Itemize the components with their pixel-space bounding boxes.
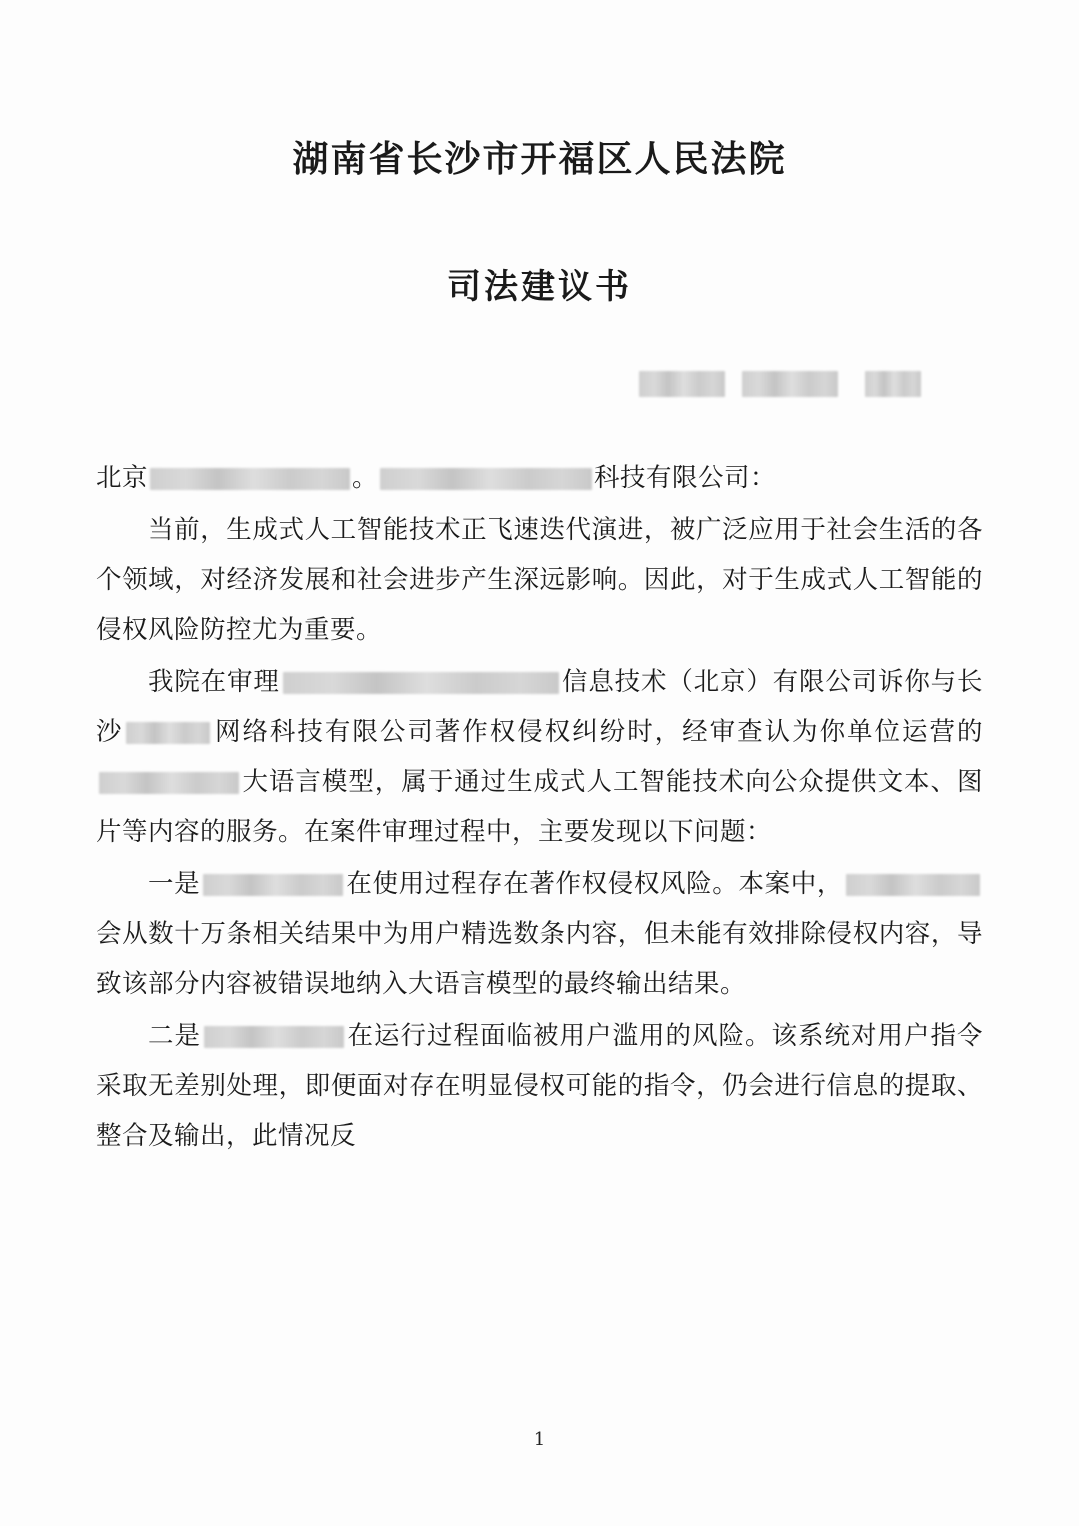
paragraph-2-text-a: 我院在审理 [148,666,280,697]
paragraph-2-text-c: 网络科技有限公司著作权侵权纠纷时，经审查认为你单位运营的 [213,716,983,747]
redaction-block [865,371,921,397]
recipient-middle: 。 [352,462,379,493]
paragraph-2-text-d: 大语言模型，属于通过生成式人工智能技术向公众提供文本、图片等内容的服务。在案件审理过程中，主要发现以下问题： [96,766,983,847]
title-block [96,0,983,309]
paragraph-3-text-a: 一是 [148,868,201,899]
paragraph-1 [96,505,983,655]
paragraph-4-text-a: 二是 [148,1020,201,1051]
recipient-line [96,453,983,503]
redaction-block [99,772,239,794]
recipient-suffix: 科技有限公司： [594,462,777,493]
paragraph-4 [96,1011,983,1161]
paragraph-2-text-b: 信息技术（北京）有限公司诉你与长沙 [96,666,983,747]
paragraph-2 [96,657,983,857]
document-number-redacted [96,371,983,401]
redaction-block [380,468,592,490]
recipient-prefix: 北京 [96,462,149,493]
redaction-block [126,722,210,744]
paragraph-3-text-c: 会从数十万条相关结果中为用户精选数条内容，但未能有效排除侵权内容，导致该部分内容被错误地纳入大语言模型的最终输出结果。 [96,918,983,999]
redaction-block [846,874,980,896]
redaction-block [204,1026,344,1048]
document-type-title: 司法建议书 [447,266,632,307]
redaction-block [283,672,559,694]
paragraph-3 [96,859,983,1009]
document-body [96,453,983,1161]
redaction-block [639,371,725,397]
paragraph-3-text-b: 在使用过程存在著作权侵权风险。本案中， [346,868,843,899]
page-number: 1 [533,1429,546,1450]
redaction-block [150,468,350,490]
court-title: 湖南省长沙市开福区人民法院 [292,138,787,180]
redaction-block [742,371,838,397]
paragraph-4-text-b: 在运行过程面临被用户滥用的风险。该系统对用户指令采取无差别处理，即便面对存在明显侵权可能的指令，仍会进行信息的提取、整合及输出，此情况反 [96,1020,983,1151]
paragraph-1-text: 当前，生成式人工智能技术正飞速迭代演进，被广泛应用于社会生活的各个领域，对经济发展和社会进步产生深远影响。因此，对于生成式人工智能的侵权风险防控尤为重要。 [96,514,983,645]
redaction-block [203,874,343,896]
